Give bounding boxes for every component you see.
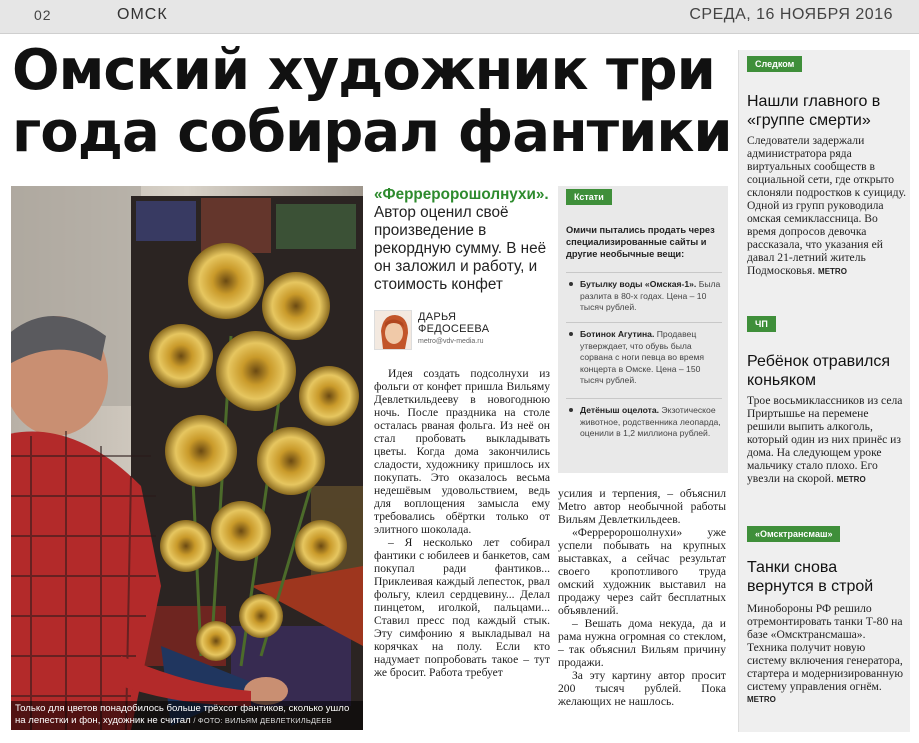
rail-source: METRO (836, 475, 866, 484)
kstati-intro: Омичи пытались продать через специализированные сайты и другие необычные вещи: (566, 225, 715, 259)
lead-text: Автор оценил своё произведение в рекордную сумму. В неё он заложил и работу, и стоимость конфет (374, 204, 547, 293)
article-lead (374, 186, 550, 294)
rail-tag: ЧП (747, 316, 776, 332)
kstati-item (566, 272, 722, 314)
kstati-tag: Кстати (566, 189, 612, 205)
caption-text: Только для цветов понадобилось больше трёхсот фантиков, сколько ушло на лепестки и фон, художник не считал (15, 703, 350, 726)
issue-date: СРЕДА, 16 НОЯБРЯ 2016 (689, 6, 893, 23)
paragraph: За эту картину автор просит 200 тысяч рублей. Пока желающих не нашлось. (558, 669, 726, 708)
rail-text (747, 394, 907, 486)
photo-caption (11, 701, 363, 730)
paragraph: – Вешать дома некуда, да и рама нужна огромная со стеклом, – так объяснил Вильям причину продажи. (558, 617, 726, 669)
rail-tag: «Омсктрансмаш» (747, 526, 840, 542)
paragraph: усилия и терпения, – объяснил Metro автор необычной работы Вильям Девлеткильдеев. (558, 487, 726, 526)
rail-source: METRO (818, 267, 847, 276)
kstati-item-title: Ботинок Агутина. (580, 329, 655, 339)
author-first-name: ДАРЬЯ (418, 311, 457, 323)
article-body-column-2 (558, 487, 726, 708)
rail-text (747, 602, 907, 706)
kstati-item (566, 398, 722, 440)
author-portrait-icon (375, 311, 412, 350)
byline (374, 310, 550, 350)
kstati-item-title: Бутылку воды «Омская-1». (580, 279, 697, 289)
bullet-icon (569, 282, 573, 286)
rail-body: Следователи задержали администратора ряда виртуальных сообществ в социальной сети, где открыто склоняли подростков к суициду. Одной из групп руководила омская семиклассница. Во время допросов девочка рассказала, что указания ей давал 21-летний житель Подмосковья. (747, 134, 907, 277)
author-avatar (374, 310, 412, 350)
paragraph: «Ферреророшолнухи» уже успели побывать на крупных выставках, а сейчас результат своего кропотливого труда омский художник выставил на продажу через сайт бесплатных объявлений. (558, 526, 726, 617)
rail-body: Трое восьмиклассников из села Приртышье на перемене решили выпить алкоголь, который один из них принёс из дома. На следующем уроке мальчику стало плохо. Его увезли на скорой. (747, 394, 903, 485)
rail-text (747, 134, 907, 278)
bullet-icon (569, 408, 573, 412)
rail-headline: Танки снова вернутся в строй (747, 559, 874, 595)
photo-artwork-illustration (11, 186, 363, 730)
kstati-item-text: Экзотическое животное, родственника леопарда, оценили в 1,2 миллиона рублей. (580, 405, 721, 438)
news-rail (738, 50, 910, 732)
author-name (418, 311, 489, 335)
paragraph: – Я несколько лет собирал фантики с юбилеев и банкетов, сам покупал ради фантиков... Приклеивая каждый лепесток, рвал фольгу, клеил сердцевину... Делал пинцетом, иголкой, пальцами... Ставил пресс под каждый стык. Эту симфонию я выкладывал на корячках на полу. Если кто надумает попробовать такое – тут же бросит. Работа требует (374, 536, 550, 679)
section-name: ОМСК (117, 6, 168, 23)
kstati-item-text: Продавец утверждает, что обувь была сорвана с ноги певца во время концерта в Омске. Цена – 150 тысяч рублей. (580, 329, 705, 385)
author-last-name: ФЕДОСЕЕВА (418, 323, 490, 335)
author-email[interactable]: metro@vdv-media.ru (418, 338, 484, 345)
page-number: 02 (34, 7, 52, 23)
rail-headline: Ребёнок отравился коньяком (747, 353, 891, 389)
kstati-sidebar (558, 186, 728, 473)
rail-headline: Нашли главного в «группе смерти» (747, 93, 881, 129)
rail-body: Минобороны РФ решило отремонтировать танки Т-80 на базе «Омсктрансмаша». Техника получит новую систему включения генератора, стартера и модернизированную систему управления огнём. (747, 602, 904, 693)
article-headline: Омский художник три года собирал фантики (12, 38, 732, 165)
kstati-item-text: Была разлита в 80-х годах. Цена – 10 тысяч рублей. (580, 279, 721, 312)
article-photo (11, 186, 363, 730)
lead-kicker: «Ферреророшолнухи». (374, 186, 549, 203)
page-header (0, 0, 919, 34)
article-body-column-1 (374, 367, 550, 679)
paragraph: Идея создать подсолнухи из фольги от конфет пришла Вильяму Девлеткильдееву в новогоднюю ночь. После праздника на столе осталась рваная фольга. Из неё он стал пробовать выкладывать цветы. Когда дома закончились сладости, художнику пришлось их покупать. Это оказалось весьма недешёвым удовольствием, ведь для воплощения замысла ему требовались обёртки только от элитного шоколада. (374, 367, 550, 536)
rail-source: METRO (747, 695, 776, 704)
kstati-item (566, 322, 722, 387)
photo-credit: / ФОТО: ВИЛЬЯМ ДЕВЛЕТКИЛЬДЕЕВ (193, 716, 332, 725)
rail-tag: Следком (747, 56, 802, 72)
kstati-item-title: Детёныш оцелота. (580, 405, 660, 415)
bullet-icon (569, 332, 573, 336)
